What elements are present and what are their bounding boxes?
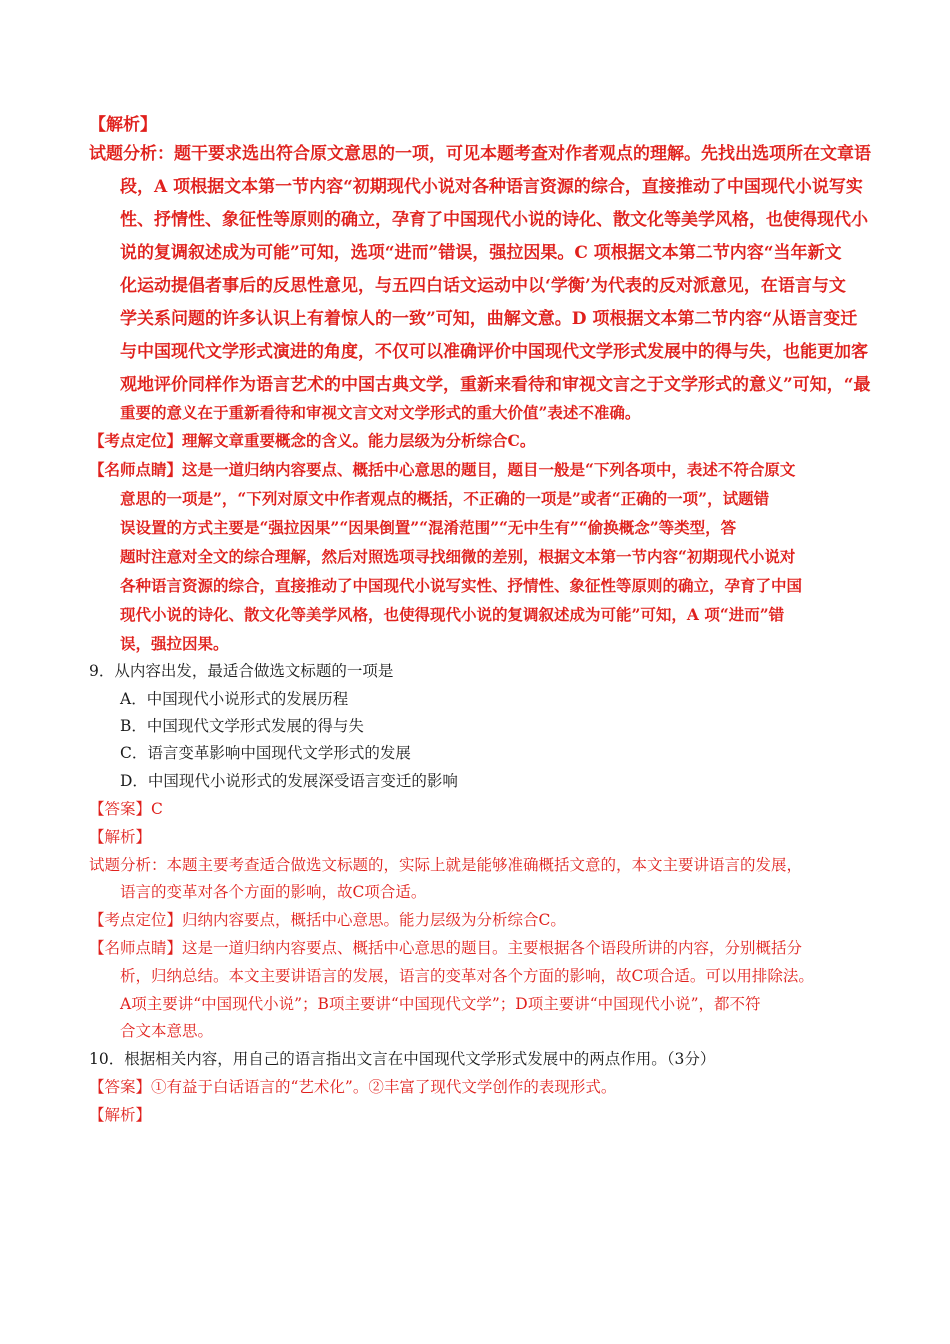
analysis-line: 语言的变革对各个方面的影响，故C项合适。 [120,883,427,901]
key-point-heading: 【考点定位】理解文章重要概念的含义。能力层级为分析综合C。 [89,431,536,450]
teacher-note-line: 析，归纳总结。本文主要讲语言的发展，语言的变革对各个方面的影响，故C项合适。可以用排除法。 [120,967,814,985]
teacher-note-line: 误设置的方式主要是“强拉因果”“因果倒置”“混淆范围”“无中生有”“偷换概念”等类型，答 [120,518,737,537]
analysis-line: 说的复调叙述成为可能”可知，选项“进而”错误，强拉因果。C 项根据文本第二节内容“当年新文 [120,243,842,263]
answer-heading: 【答案】C [89,800,163,818]
analysis-line: 观地评价同样作为语言艺术的中国古典文学，重新来看待和审视文言之于文学形式的意义”可知，“最 [120,375,871,395]
analysis-line: 重要的意义在于重新看待和审视文言文对文学形式的重大价值”表述不准确。 [120,403,641,422]
question-10: 10．根据相关内容，用自己的语言指出文言在中国现代文学形式发展中的两点作用。（3分） [89,1050,716,1068]
analysis-line: 性、抒情性、象征性等原则的确立，孕育了中国现代小说的诗化、散文化等美学风格，也使得现代小 [120,210,868,230]
teacher-note-line: 题时注意对全文的综合理解，然后对照选项寻找细微的差别，根据文本第一节内容“初期现代小说对 [120,547,796,566]
analysis-line: 试题分析：本题主要考查适合做选文标题的，实际上就是能够准确概括文意的，本文主要讲语言的发展， [89,856,803,874]
option-c: C．语言变革影响中国现代文学形式的发展 [120,744,411,762]
teacher-note-line: 现代小说的诗化、散文化等美学风格，也使得现代小说的复调叙述成为可能”可知，A 项“进而”错 [120,605,785,624]
analysis-line: 段，A 项根据文本第一节内容“初期现代小说对各种语言资源的综合，直接推动了中国现代小说写实 [120,177,863,197]
teacher-note-line: A项主要讲“中国现代小说”；B项主要讲“中国现代文学”；D项主要讲“中国现代小说”，都不符 [120,995,761,1013]
question-9: 9．从内容出发，最适合做选文标题的一项是 [89,662,394,680]
analysis-heading: 【解析】 [89,1106,152,1124]
analysis-line: 化运动提倡者事后的反思性意见，与五四白话文运动中以‘学衡’为代表的反对派意见，在语言与文 [120,276,846,296]
analysis-line: 试题分析：题干要求选出符合原文意思的一项，可见本题考查对作者观点的理解。先找出选项所在文章语 [89,144,871,164]
teacher-note-line: 误，强拉因果。 [120,634,229,653]
teacher-note-line: 【名师点睛】这是一道归纳内容要点、概括中心意思的题目。主要根据各个语段所讲的内容，分别概括分 [89,939,803,957]
answer-heading: 【答案】①有益于白话语言的“艺术化”。②丰富了现代文学创作的表现形式。 [89,1078,617,1096]
option-a: A．中国现代小说形式的发展历程 [120,690,349,708]
analysis-heading: 【解析】 [89,828,152,846]
option-b: B．中国现代文学形式发展的得与失 [120,717,364,735]
analysis-line: 学关系问题的许多认识上有着惊人的一致”可知，曲解文意。D 项根据文本第二节内容“从语言变迁 [120,309,858,329]
key-point-heading: 【考点定位】归纳内容要点，概括中心意思。能力层级为分析综合C。 [89,911,566,929]
teacher-note-line: 合文本意思。 [120,1022,214,1040]
teacher-note-line: 各种语言资源的综合，直接推动了中国现代小说写实性、抒情性、象征性等原则的确立，孕育了中国 [120,576,803,595]
analysis-line: 与中国现代文学形式演进的角度，不仅可以准确评价中国现代文学形式发展中的得与失，也能更加客 [120,342,868,362]
analysis-heading: 【解析】 [89,115,157,135]
option-d: D．中国现代小说形式的发展深受语言变迁的影响 [120,772,458,790]
teacher-note-line: 意思的一项是”，“下列对原文中作者观点的概括，不正确的一项是”或者“正确的一项”，试题错 [120,489,770,508]
teacher-note-line: 【名师点睛】这是一道归纳内容要点、概括中心意思的题目，题目一般是“下列各项中，表述不符合原文 [89,460,796,479]
